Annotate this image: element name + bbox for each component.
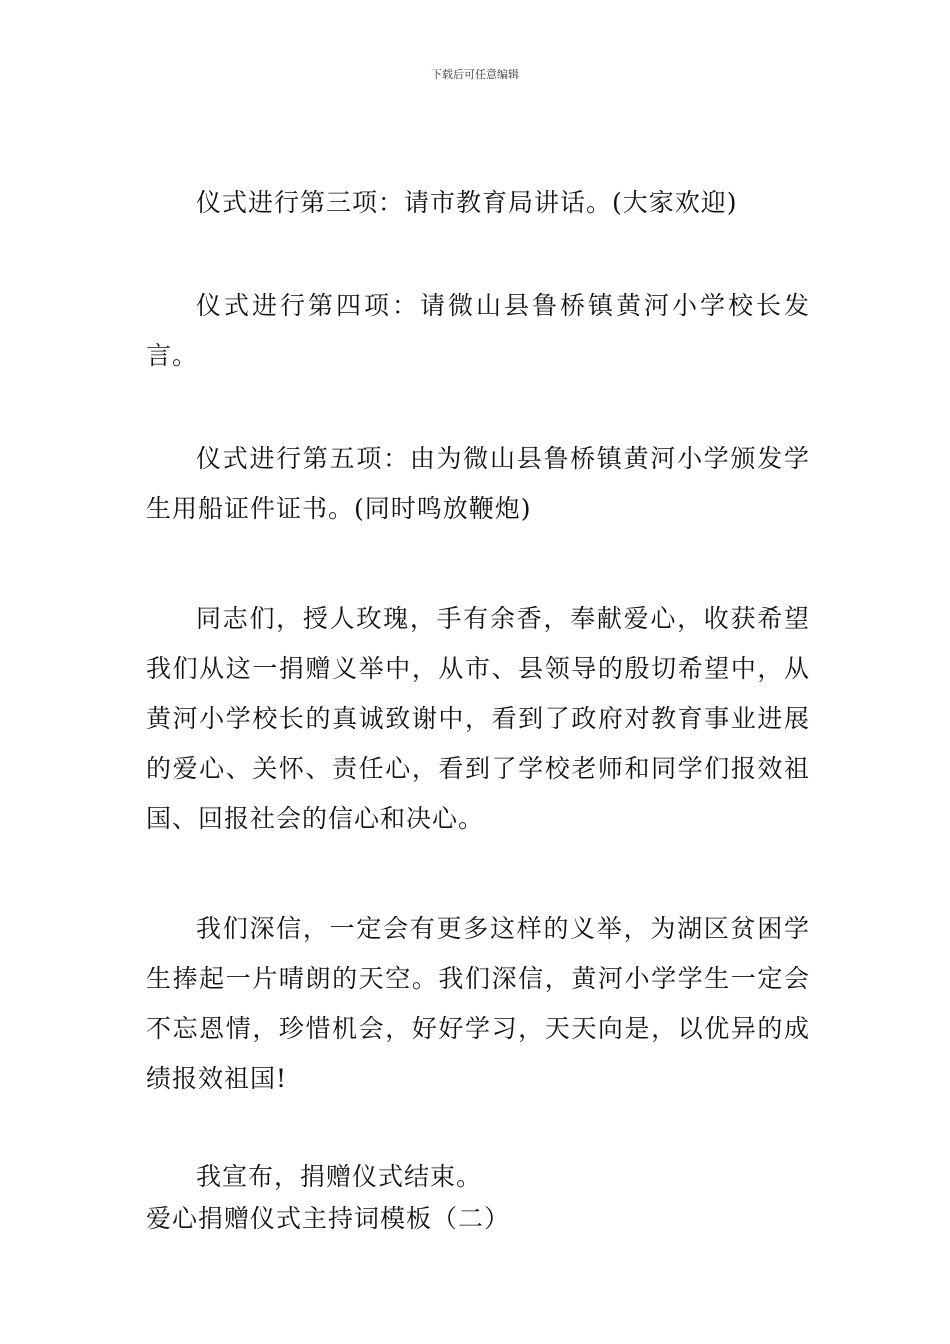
document-body bbox=[146, 178, 810, 1241]
paragraph-belief: 我们深信，一定会有更多这样的义举，为湖区贫困学生捧起一片晴朗的天空。我们深信，黄河小学学生一定会不忘恩情，珍惜机会，好好学习，天天向是，以优异的成绩报效祖国! bbox=[146, 914, 810, 1093]
paragraph-spacer bbox=[146, 381, 810, 434]
paragraph-comrades: 同志们，授人玫瑰，手有余香，奉献爱心，收获希望我们从这一捐赠义举中，从市、县领导的殷切希望中，从黄河小学校长的真诚致谢中，看到了政府对教育事业进展的爱心、关怀、责任心，看到了学校老师和同学们报效祖国、回报社会的信心和决心。 bbox=[146, 604, 810, 833]
paragraph-closing: 我宣布，捐赠仪式结束。 bbox=[196, 1162, 483, 1191]
paragraph-item-3: 仪式进行第三项：请市教育局讲话。(大家欢迎) bbox=[196, 188, 738, 217]
paragraph-spacer bbox=[146, 1104, 810, 1157]
section-heading: 爱心捐赠仪式主持词模板（二） bbox=[146, 1204, 511, 1233]
paragraph-spacer bbox=[146, 534, 810, 594]
paragraph-spacer bbox=[146, 844, 810, 904]
paragraph-item-5: 仪式进行第五项：由为微山县鲁桥镇黄河小学颁发学生用船证件证书。(同时鸣放鞭炮) bbox=[146, 444, 810, 523]
paragraph-spacer bbox=[146, 228, 810, 281]
paragraph-item-4: 仪式进行第四项：请微山县鲁桥镇黄河小学校长发言。 bbox=[146, 291, 810, 370]
page-header-note: 下载后可任意编辑 bbox=[431, 68, 519, 81]
